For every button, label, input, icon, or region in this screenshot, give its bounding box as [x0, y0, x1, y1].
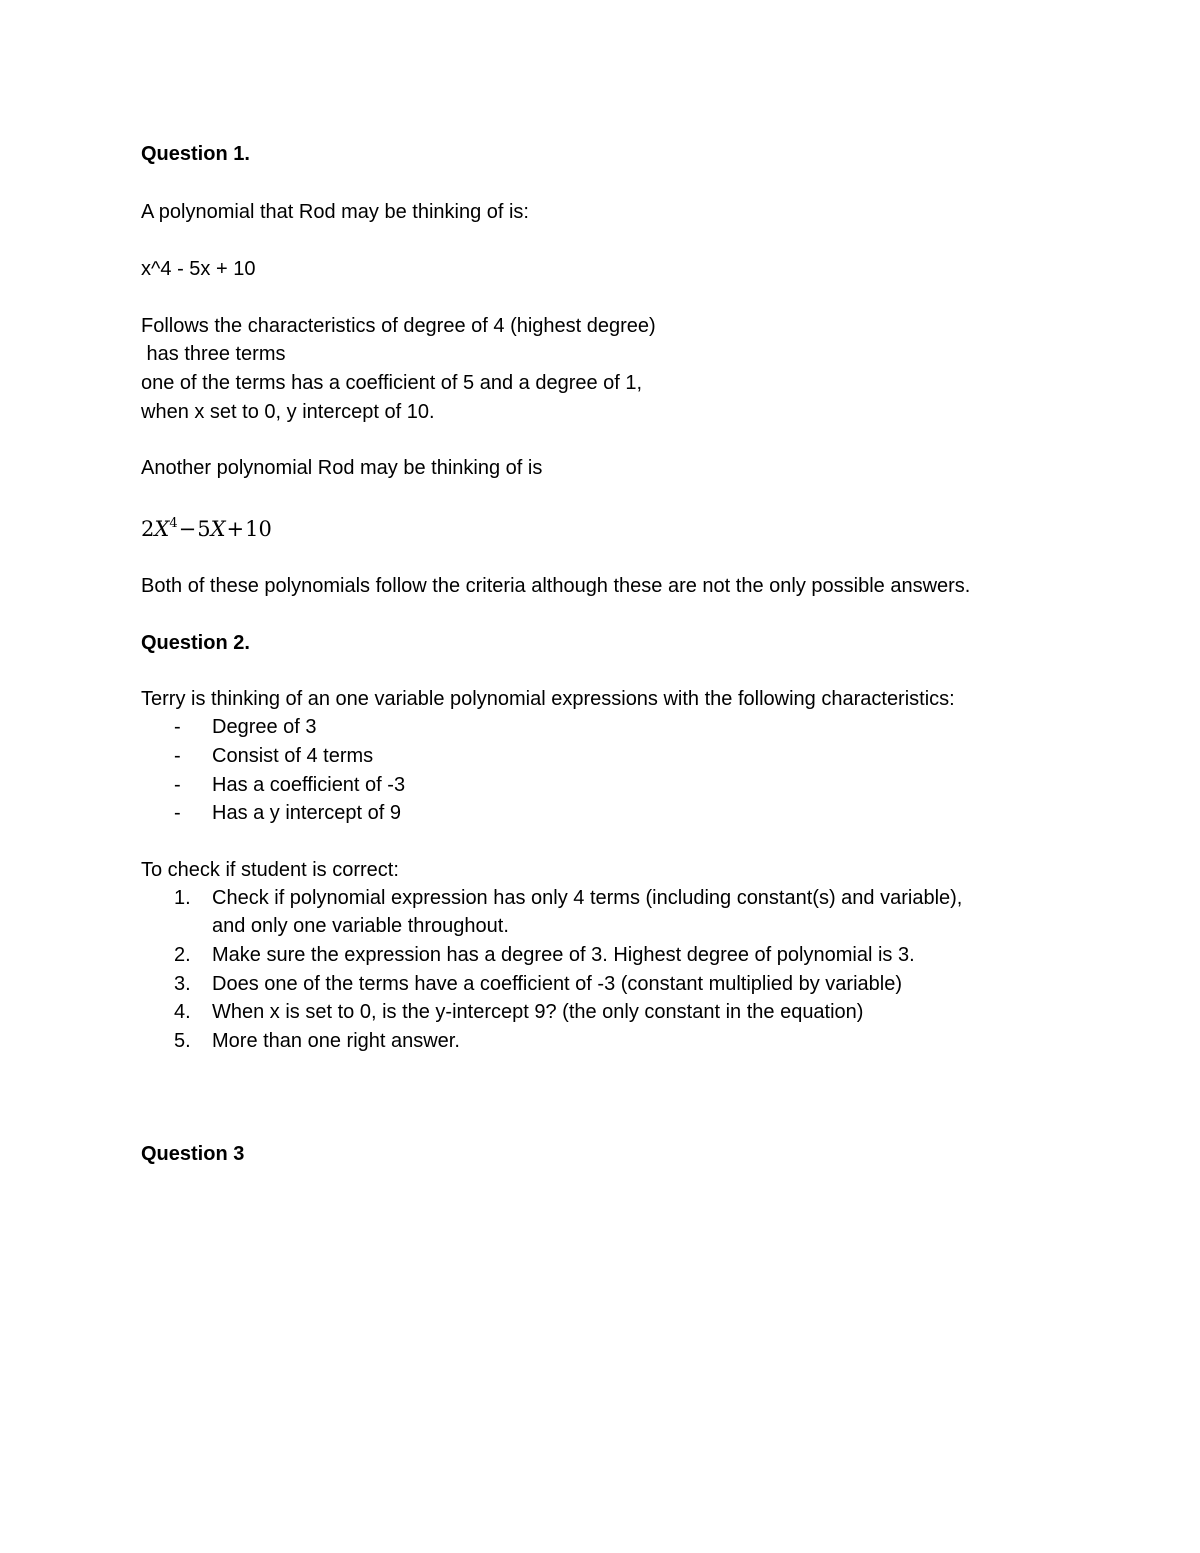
q1-intro: A polynomial that Rod may be thinking of is: [141, 201, 529, 223]
list-text: Make sure the expression has a degree of 3. Highest degree of polynomial is 3. [212, 944, 915, 966]
list-number: 1. [174, 887, 191, 909]
bullet-marker: - [174, 716, 181, 738]
q1-characteristic-line: one of the terms has a coefficient of 5 and a degree of 1, [141, 372, 643, 394]
bullet-marker: - [174, 745, 181, 767]
q3-heading: Question 3 [141, 1143, 245, 1165]
list-number: 4. [174, 1001, 191, 1023]
q2-check-intro: To check if student is correct: [141, 859, 399, 881]
list-text: More than one right answer. [212, 1030, 460, 1052]
q2-intro: Terry is thinking of an one variable polynomial expressions with the following characteristics: [141, 688, 955, 710]
q1-heading: Question 1. [141, 143, 250, 165]
eq-exponent: 4 [169, 516, 178, 531]
q1-conclusion: Both of these polynomials follow the criteria although these are not the only possible answers. [141, 575, 971, 597]
bullet-marker: - [174, 774, 181, 796]
eq-variable: X [210, 517, 226, 541]
list-number: 3. [174, 973, 191, 995]
list-text: When x is set to 0, is the y-intercept 9? (the only constant in the equation) [212, 1001, 864, 1023]
bullet-text: Has a y intercept of 9 [212, 802, 401, 824]
eq-minus-sign: − [178, 517, 197, 541]
q1-polynomial-1: x^4 - 5x + 10 [141, 258, 256, 280]
q1-another-polynomial-text: Another polynomial Rod may be thinking of is [141, 457, 543, 479]
list-text: and only one variable throughout. [212, 915, 509, 937]
list-number: 2. [174, 944, 191, 966]
bullet-text: Has a coefficient of -3 [212, 774, 406, 796]
eq-coefficient: 5 [197, 517, 211, 541]
q2-heading: Question 2. [141, 632, 250, 654]
bullet-marker: - [174, 802, 181, 824]
eq-constant: 10 [245, 517, 272, 541]
q1-characteristic-line: Follows the characteristics of degree of 4 (highest degree) [141, 315, 656, 337]
bullet-text: Consist of 4 terms [212, 745, 374, 767]
eq-plus-sign: + [226, 517, 245, 541]
list-text: Check if polynomial expression has only 4 terms (including constant(s) and variable), [212, 887, 963, 909]
q1-characteristic-line: has three terms [141, 343, 286, 365]
q1-characteristic-line: when x set to 0, y intercept of 10. [141, 401, 435, 423]
list-text: Does one of the terms have a coefficient of -3 (constant multiplied by variable) [212, 973, 902, 995]
eq-variable: X [154, 517, 170, 541]
q1-polynomial-2-equation [141, 515, 272, 543]
bullet-text: Degree of 3 [212, 716, 317, 738]
list-number: 5. [174, 1030, 191, 1052]
eq-coefficient: 2 [141, 517, 155, 541]
